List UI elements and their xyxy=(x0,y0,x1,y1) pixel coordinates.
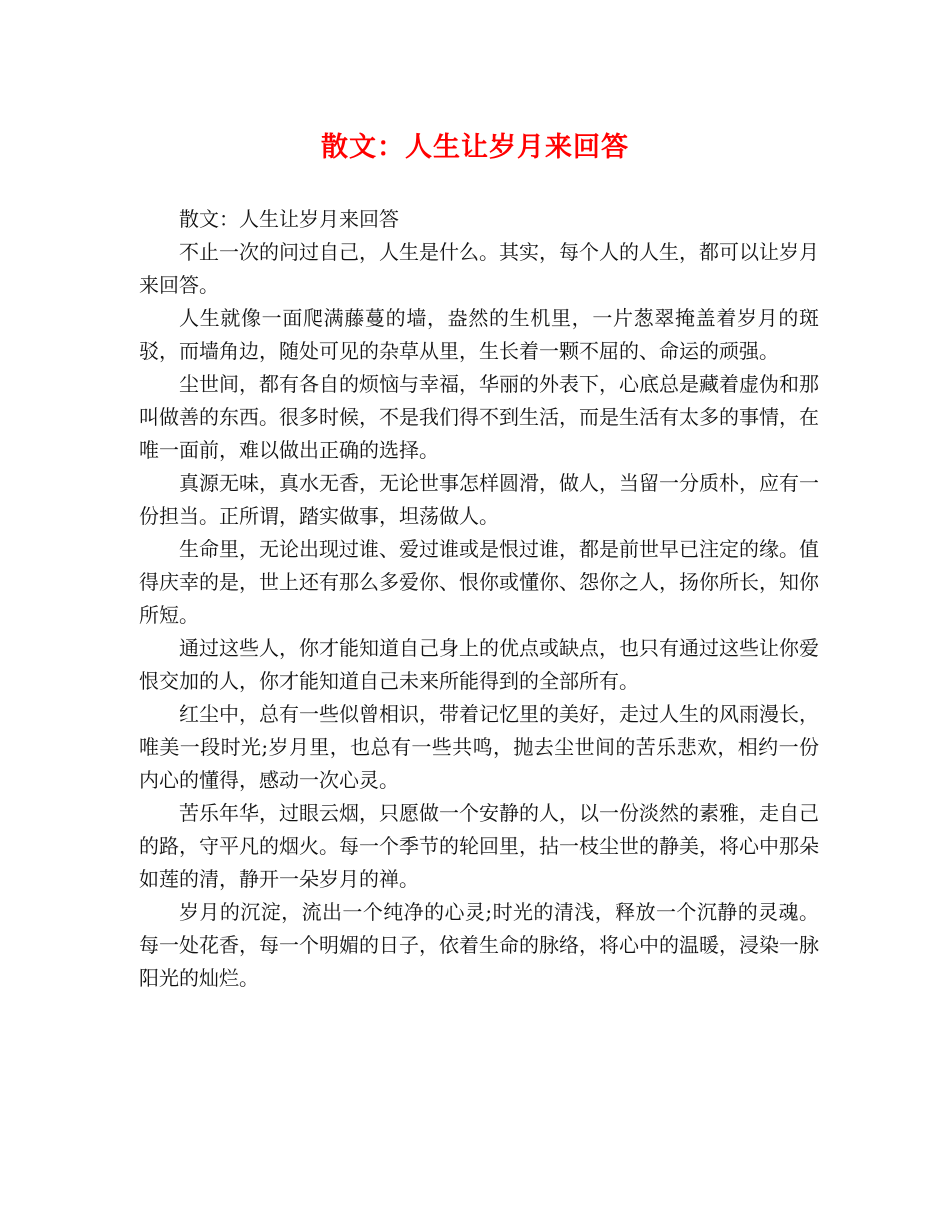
paragraph-4: 真源无味，真水无香，无论世事怎样圆滑，做人，当留一分质朴，应有一份担当。正所谓，踏实做事，坦荡做人。 xyxy=(139,471,819,528)
paragraph-7: 红尘中，总有一些似曾相识，带着记忆里的美好，走过人生的风雨漫长，唯美一段时光;岁月里，也总有一些共鸣，抛去尘世间的苦乐悲欢，相约一份内心的懂得，感动一次心灵。 xyxy=(139,702,819,792)
paragraph-6: 通过这些人，你才能知道自己身上的优点或缺点，也只有通过这些让你爱恨交加的人，你才能知道自己未来所能得到的全部所有。 xyxy=(139,636,819,693)
paragraph-5: 生命里，无论出现过谁、爱过谁或是恨过谁，都是前世早已注定的缘。值得庆幸的是，世上还有那么多爱你、恨你或懂你、怨你之人，扬你所长，知你所短。 xyxy=(139,537,819,627)
document-subtitle: 散文：人生让岁月来回答 xyxy=(179,207,399,231)
paragraph-3: 尘世间，都有各自的烦恼与幸福，华丽的外表下，心底总是藏着虚伪和那叫做善的东西。很多时候，不是我们得不到生活，而是生活有太多的事情，在唯一面前，难以做出正确的选择。 xyxy=(139,372,819,462)
document-title: 散文：人生让岁月来回答 xyxy=(321,132,629,163)
paragraph-9: 岁月的沉淀，流出一个纯净的心灵;时光的清浅，释放一个沉静的灵魂。每一处花香，每一个明媚的日子，依着生命的脉络，将心中的温暖，浸染一脉阳光的灿烂。 xyxy=(139,900,819,990)
paragraph-2: 人生就像一面爬满藤蔓的墙，盎然的生机里，一片葱翠掩盖着岁月的斑驳，而墙角边，随处可见的杂草从里，生长着一颗不屈的、命运的顽强。 xyxy=(139,306,819,363)
paragraph-8: 苦乐年华，过眼云烟，只愿做一个安静的人，以一份淡然的素雅，走自己的路，守平凡的烟火。每一个季节的轮回里，拈一枝尘世的静美，将心中那朵如莲的清，静开一朵岁月的禅。 xyxy=(139,801,819,891)
document-body xyxy=(139,203,819,995)
paragraph-1: 不止一次的问过自己，人生是什么。其实，每个人的人生，都可以让岁月来回答。 xyxy=(139,240,819,297)
